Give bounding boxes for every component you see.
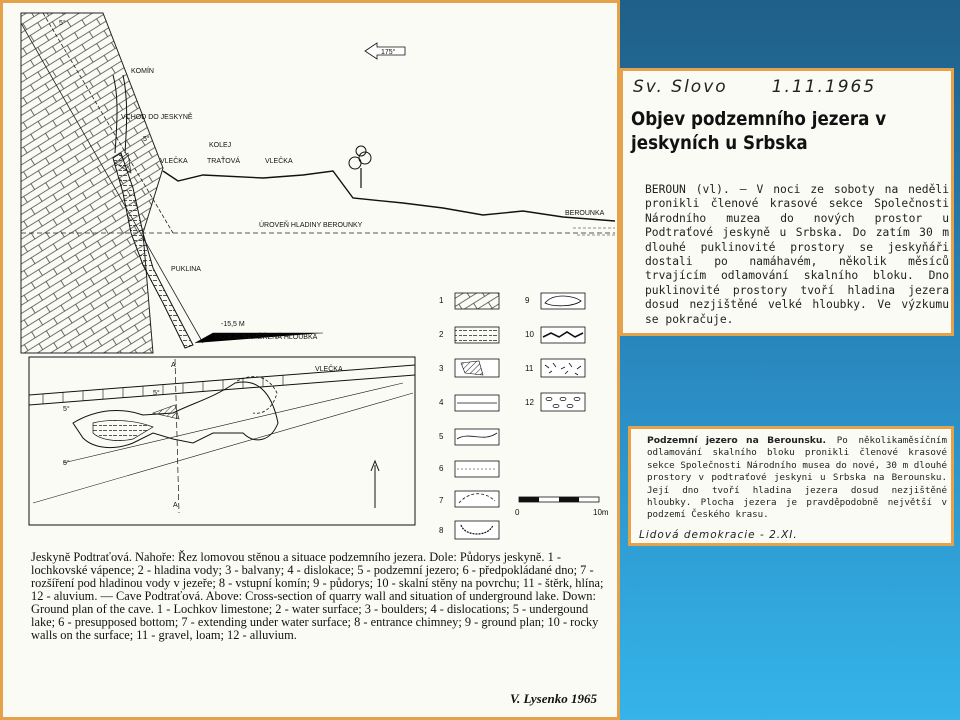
label-river: BEROUNKA — [565, 210, 605, 217]
clipping-source-handwritten: Lidová demokracie - 2.XI. — [639, 529, 798, 541]
clipping-date: 1.11.1965 — [771, 77, 877, 97]
label-water-level: ÚROVEŇ HLADINY BEROUNKY — [259, 222, 363, 229]
clipping-source: Sv. Slovo — [633, 77, 728, 97]
figure-caption — [31, 551, 611, 642]
scale-start: 0 — [515, 508, 520, 517]
legend-number: 5 — [439, 432, 444, 441]
clipping-source-handwritten — [633, 77, 876, 97]
label-rail: KOLEJ — [209, 142, 232, 149]
label-section-a-bottom: A — [173, 502, 178, 509]
scale-bar — [515, 497, 609, 517]
clipping-body: BEROUN (vl). — V noci ze soboty na neděli pronikli členové krasové sekce Společnosti Národního muzea do nových prostor u Podtraťové jeskyně u Srbska. Do zatím 30 m dlouhé puklinovité prostory se jeskyňáři dostali po namáhavém, několik měsíců trvajícím odlamování skalního bloku. Dno puklinovité prostory tvoří hladina jezera dosud nezjištěné velké hloubky. Ve výzkumu se pokračuje. — [645, 183, 949, 326]
legend — [439, 293, 499, 539]
scale-end: 10m — [593, 508, 609, 517]
label-siding-right: VLEČKA — [265, 158, 293, 165]
label-depth-value: -15,5 M — [221, 321, 245, 328]
label-plan-angle-a: 5° — [63, 406, 70, 413]
legend-number: 10 — [525, 330, 534, 339]
label-north-arrow: 175° — [381, 49, 396, 56]
legend — [515, 293, 609, 517]
label-plan-angle-c: 5° — [63, 460, 70, 467]
label-plan-angle-b: 5° — [153, 390, 160, 397]
label-angle-mid: 5° — [143, 136, 150, 143]
legend-number: 1 — [439, 296, 444, 305]
legend-number: 4 — [439, 398, 444, 407]
legend-number: 2 — [439, 330, 444, 339]
label-angle-top: 5° — [59, 20, 66, 27]
legend-number: 11 — [525, 364, 534, 373]
clipping-body — [647, 435, 947, 522]
legend-number: 9 — [525, 296, 530, 305]
caption-text: Jeskyně Podtraťová. Nahoře: Řez lomovou stěnou a situace podzemního jezera. Dole: Půdorys jeskyně. 1 - lochkovské vápence; 2 - hladina vody; 3 - balvany; 4 - dislokace; 5 - podzemní jezero; 6 - předpokládané dno; 7 - rozšíření pod hladinou vody v jezeře; 8 - vstupní komín; 9 - půdorys; 10 - skalní stěny na povrchu; 11 - štěrk, hlína; 12 - aluvium. — Cave Podtraťová. Above: Cross-section of quarry wall and situation of underground lake. Down: Ground plan of the cave. 1 - Lochkov limestone; 2 - water surface; 3 - boulders; 4 - dislocations; 5 - undergound lake; 6 - presupposed bottom; 7 - extending under water surface; 8 - entrance chimney; 9 - ground plan; 10 - rocky walls on the surface; 11 - gravel, loam; 12 - alluvium. — [31, 550, 604, 642]
legend-number: 12 — [525, 398, 534, 407]
label-crack: PUKLINA — [171, 266, 201, 273]
label-track: TRAŤOVÁ — [207, 158, 241, 165]
legend-number: 3 — [439, 364, 444, 373]
figure-author: V. Lysenko 1965 — [509, 691, 597, 706]
label-chimney: KOMÍN — [131, 68, 154, 75]
legend-number: 7 — [439, 496, 444, 505]
newspaper-clipping-lidova-demokracie — [628, 426, 954, 546]
tree-icon — [349, 146, 371, 188]
label-plan-siding: VLEČKA — [315, 366, 343, 373]
label-entrance: VCHOD DO JESKYNĚ — [121, 114, 193, 121]
clipping-headline: Objev podzemního jezera v jeskyních u Srbska — [631, 108, 887, 154]
cave-diagram — [3, 3, 617, 543]
legend-number: 6 — [439, 464, 444, 473]
newspaper-clipping-sv-slovo — [620, 68, 954, 336]
label-depth-text: DOSUD NAMĚŘENÁ HLOUBKA — [215, 334, 318, 341]
label-siding-left: VLEČKA — [160, 158, 188, 165]
clipping-headline: Podzemní jezero na Berounsku. — [647, 435, 826, 446]
legend-number: 8 — [439, 526, 444, 535]
label-section-a-top: A — [171, 362, 176, 369]
clipping-text: Po několikaměsíčním odlamování skalního bloku pronikli členové krasové sekce Společnosti Národního musea do nové, 30 m dlouhé prostory v podtraťové jeskyni u Srbska na Berounsku. Její dno tvoří hladina jezera dosud nezjištěné hloubky. Plocha jezera je pravděpodobně největší v podzemí Českého krasu. — [647, 435, 947, 521]
